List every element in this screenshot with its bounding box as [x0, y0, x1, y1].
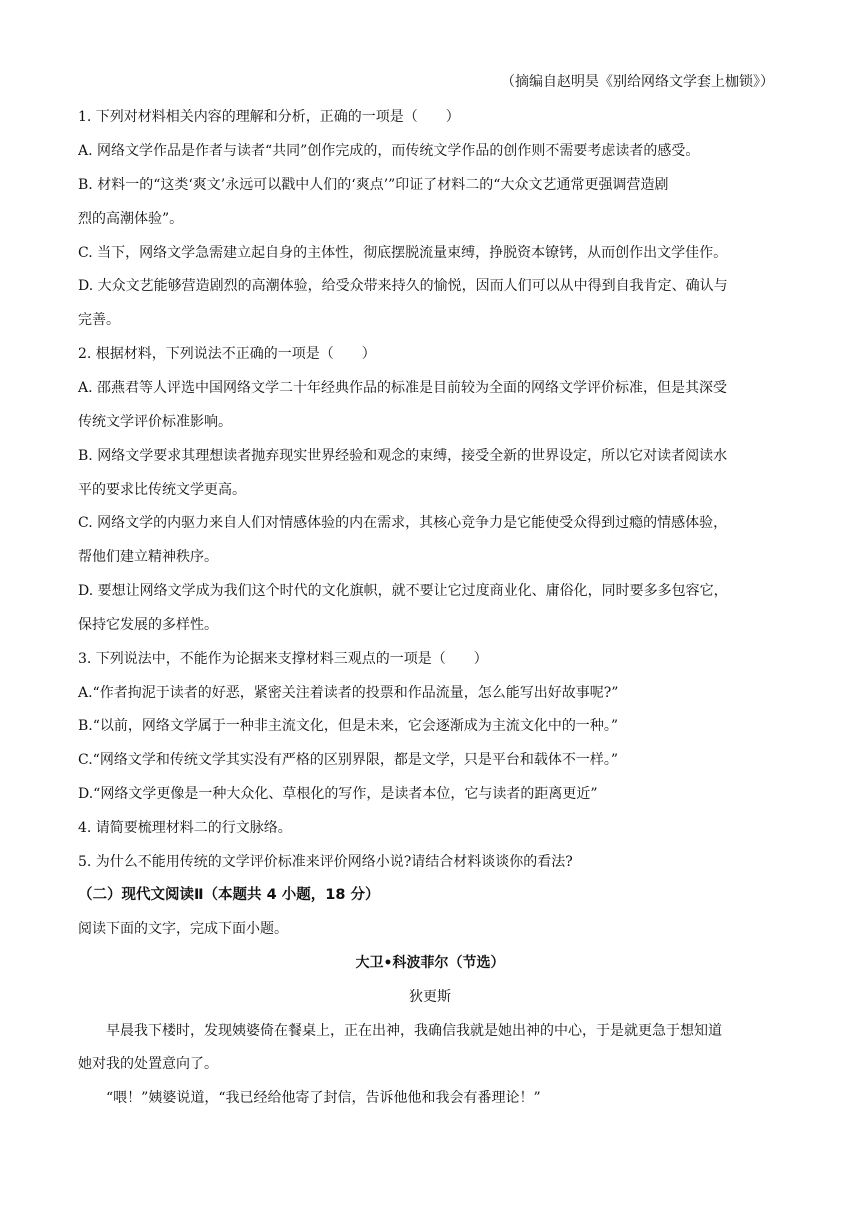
- question-3-stem: 3. 下列说法中，不能作为论据来支撑材料三观点的一项是（ ）: [78, 651, 488, 667]
- question-3-option-b: B.“以前，网络文学属于一种非主流文化，但是未来，它会逐渐成为主流文化中的一种。”: [78, 718, 619, 734]
- reading-instruction: 阅读下面的文字，完成下面小题。: [78, 921, 288, 937]
- question-3-option-a: A.“作者拘泥于读者的好恶，紧密关注着读者的投票和作品流量，怎么能写出好故事呢?”: [78, 685, 619, 701]
- question-2-option-a-line1: A. 邵燕君等人评选中国网络文学二十年经典作品的标准是目前较为全面的网络文学评价标准，但是其深受: [78, 380, 728, 396]
- question-2-option-c-line2: 帮他们建立精神秩序。: [78, 549, 218, 565]
- paragraph-1-line2: 她对我的处置意向了。: [78, 1056, 218, 1072]
- question-2-option-b-line1: B. 网络文学要求其理想读者抛弃现实世界经验和观念的束缚，接受全新的世界设定，所以它对读者阅读水: [78, 448, 728, 464]
- question-2-option-d-line1: D. 要想让网络文学成为我们这个时代的文化旗帜，就不要让它过度商业化、庸俗化，同时要多多包容它，: [78, 583, 728, 599]
- question-2-option-a-line2: 传统文学评价标准影响。: [78, 414, 232, 430]
- question-2-stem: 2. 根据材料，下列说法不正确的一项是（ ）: [78, 346, 376, 362]
- question-3-option-c: C.“网络文学和传统文学其实没有严格的区别界限，都是文学，只是平台和载体不一样。”: [78, 752, 618, 768]
- question-1-option-b-line1: B. 材料一的“这类‘爽文’永远可以戳中人们的‘爽点’”印证了材料二的“大众文艺通常更强调营造剧: [78, 177, 669, 193]
- question-1-option-c: C. 当下，网络文学急需建立起自身的主体性，彻底摆脱流量束缚，挣脱资本镣铐，从而创作出文学佳作。: [78, 245, 728, 261]
- source-citation: （摘编自赵明昊《别给网络文学套上枷锁》）: [501, 74, 774, 90]
- story-author: 狄更斯: [409, 989, 451, 1005]
- question-2-option-d-line2: 保持它发展的多样性。: [78, 617, 218, 633]
- question-5: 5. 为什么不能用传统的文学评价标准来评价网络小说?请结合材料谈谈你的看法?: [78, 854, 573, 870]
- question-2-option-c-line1: C. 网络文学的内驱力来自人们对情感体验的内在需求，其核心竞争力是它能使受众得到过瘾的情感体验，: [78, 515, 728, 531]
- question-3-option-d: D.“网络文学更像是一种大众化、草根化的写作，是读者本位，它与读者的距离更近”: [78, 786, 598, 802]
- paragraph-2: “喂！”姨婆说道，“我已经给他寄了封信，告诉他他和我会有番理论！”: [106, 1090, 541, 1106]
- question-1-option-d-line2: 完善。: [78, 312, 120, 328]
- question-1-option-a: A. 网络文学作品是作者与读者“共同”创作完成的，而传统文学作品的创作则不需要考虑读者的感受。: [78, 143, 700, 159]
- question-4: 4. 请简要梳理材料二的行文脉络。: [78, 820, 292, 836]
- question-2-option-b-line2: 平的要求比传统文学更高。: [78, 482, 246, 498]
- section-heading: （二）现代文阅读Ⅱ（本题共 4 小题，18 分）: [78, 887, 380, 903]
- story-title: 大卫•科波菲尔（节选）: [355, 955, 505, 971]
- question-1-option-d-line1: D. 大众文艺能够营造剧烈的高潮体验，给受众带来持久的愉悦，因而人们可以从中得到自我肯定、确认与: [78, 278, 728, 294]
- paragraph-1-line1: 早晨我下楼时，发现姨婆倚在餐桌上，正在出神，我确信我就是她出神的中心，于是就更急于想知道: [106, 1023, 722, 1039]
- question-1-option-b-line2: 烈的高潮体验”。: [78, 211, 184, 227]
- question-1-stem: 1. 下列对材料相关内容的理解和分析，正确的一项是（ ）: [78, 109, 460, 125]
